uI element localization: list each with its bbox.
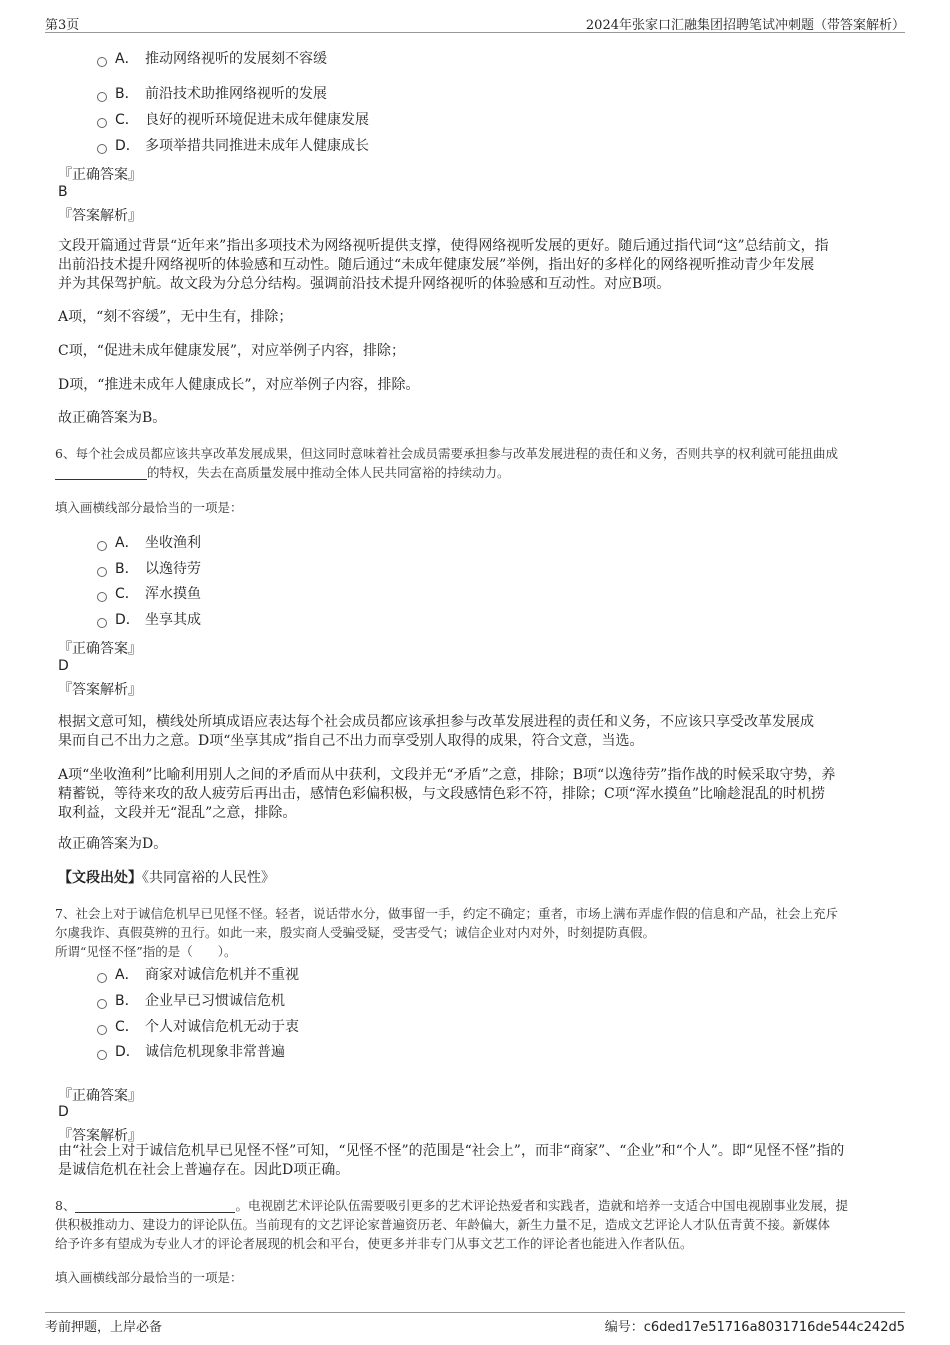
q6-option-d[interactable]: D． 坐享其成 [97,611,201,629]
q5-option-c[interactable]: C． 良好的视听环境促进未成年健康发展 [97,111,369,129]
q6-answer: D [58,658,69,674]
page-number: 第3页 [45,18,80,33]
radio-icon[interactable] [97,618,107,628]
q7-option-d[interactable]: D． 诚信危机现象非常普遍 [97,1043,285,1061]
fill-blank [55,465,147,480]
q6-analysis-label: 『答案解析』 [58,682,142,698]
q5-analysis-label: 『答案解析』 [58,208,142,224]
q7-analysis-label: 『答案解析』 [58,1128,142,1144]
radio-icon[interactable] [97,92,107,102]
radio-icon[interactable] [97,1050,107,1060]
radio-icon[interactable] [97,567,107,577]
q5-line-a: A项，“刻不容缓”，无中生有，排除； [58,309,293,325]
radio-icon[interactable] [97,144,107,154]
q5-answer-label: 『正确答案』 [58,167,142,183]
q7-option-c[interactable]: C． 个人对诚信危机无动于衷 [97,1018,299,1036]
q5-line-d: D项，“推进未成年人健康成长”，对应举例子内容，排除。 [58,377,420,393]
q6-source: 【文段出处】《共同富裕的人民性》 [58,870,275,886]
q6-conclusion: 故正确答案为D。 [58,836,168,852]
q5-answer: B [58,184,68,200]
fill-blank [75,1198,235,1213]
radio-icon[interactable] [97,1025,107,1035]
q7-analysis: 由“社会上对于诚信危机早已见怪不怪”可知，“见怪不怪”的范围是“社会上”，而非“商家”、“企业”和“个人”。即“见怪不怪”指的 是诚信危机在社会上普遍存在。因此D项正确。 [58,1143,845,1178]
radio-icon[interactable] [97,118,107,128]
q5-conclusion: 故正确答案为B。 [58,410,167,426]
radio-icon[interactable] [97,57,107,67]
q7-answer-label: 『正确答案』 [58,1088,142,1104]
q5-option-b[interactable]: B． 前沿技术助推网络视听的发展 [97,85,327,103]
q6-analysis-2: A项“坐收渔利”比喻利用别人之间的矛盾而从中获利，文段并无“矛盾”之意，排除；B项“以逸待劳”指作战的时候采取守势，养 精蓄锐，等待来攻的敌人疲劳后再出击，感情色彩偏积极，与文段感情色彩不符，排除；C项“浑水摸鱼”比喻趁混乱的时机捞 取利益，文段并无“混乱”之意，排除。 [58,767,836,821]
q6-stem: 6、每个社会成员都应该共享改革发展成果，但这同时意味着社会成员需要承担参与改革发展进程的责任和义务，否则共享的权利就可能扭曲成 的特权，失去在高质量发展中推动全体人民共同富裕的持续动力。 [55,446,838,480]
q5-line-c: C项，“促进未成年健康发展”，对应举例子内容，排除； [58,343,406,359]
q6-option-b[interactable]: B． 以逸待劳 [97,560,201,578]
q7-option-a[interactable]: A． 商家对诚信危机并不重视 [97,966,299,984]
footer-slogan: 考前押题，上岸必备 [45,1320,163,1335]
document-title: 2024年张家口汇融集团招聘笔试冲刺题（带答案解析） [585,18,905,33]
q8-prompt: 填入画横线部分最恰当的一项是： [55,1270,243,1285]
q6-option-a[interactable]: A． 坐收渔利 [97,534,201,552]
radio-icon[interactable] [97,541,107,551]
q5-option-d[interactable]: D． 多项举措共同推进未成年人健康成长 [97,137,369,155]
radio-icon[interactable] [97,973,107,983]
q8-stem: 8、 。电视剧艺术评论队伍需要吸引更多的艺术评论热爱者和实践者，造就和培养一支适合中国电视剧事业发展，提 供积极推动力、建设力的评论队伍。当前现有的文艺评论家普遍资历老、年龄偏大，新生力量不足，造成文艺评论人才队伍青黄不接。新媒体 给予许多有望成为专业人才的评论者展现的机会和平台，使更多并非专门从事文艺工作的评论者也能进入作者队伍。 [55,1198,848,1251]
q7-option-b[interactable]: B． 企业早已习惯诚信危机 [97,992,285,1010]
page-footer [45,1312,905,1335]
q5-option-a[interactable]: A． 推动网络视听的发展刻不容缓 [97,50,327,68]
q6-option-c[interactable]: C． 浑水摸鱼 [97,585,201,603]
q6-analysis-1: 根据文意可知，横线处所填成语应表达每个社会成员都应该承担参与改革发展进程的责任和义务，不应该只享受改革发展成 果而自己不出力之意。D项“坐享其成”指自己不出力而享受别人取得的成果，符合文意，当选。 [58,714,814,749]
q7-stem: 7、社会上对于诚信危机早已见怪不怪。轻者，说话带水分，做事留一手，约定不确定；重者，市场上满布弄虚作假的信息和产品，社会上充斥 尔虞我诈、真假莫辨的丑行。如此一来，殷实商人受骗受疑，受害受气；诚信企业对内对外，时刻提防真假。 所谓“见怪不怪”指的是（ ）。 [55,906,838,959]
q6-prompt: 填入画横线部分最恰当的一项是： [55,500,243,515]
radio-icon[interactable] [97,999,107,1009]
radio-icon[interactable] [97,592,107,602]
q6-answer-label: 『正确答案』 [58,641,142,657]
document-code: 编号：c6ded17e51716a8031716de544c242d5 [604,1320,905,1335]
page-header [45,14,905,33]
q5-analysis: 文段开篇通过背景“近年来”指出多项技术为网络视听提供支撑，使得网络视听发展的更好。随后通过指代词“这”总结前文，指 出前沿技术提升网络视听的体验感和互动性。随后通过“未成年健康发展”举例，指出好的多样化的网络视听推动青少年发展 并为其保驾护航。故文段为分总分结构。强调前沿技术提升网络视听的体验感和互动性。对应B项。 [58,238,829,292]
q7-answer: D [58,1104,69,1120]
